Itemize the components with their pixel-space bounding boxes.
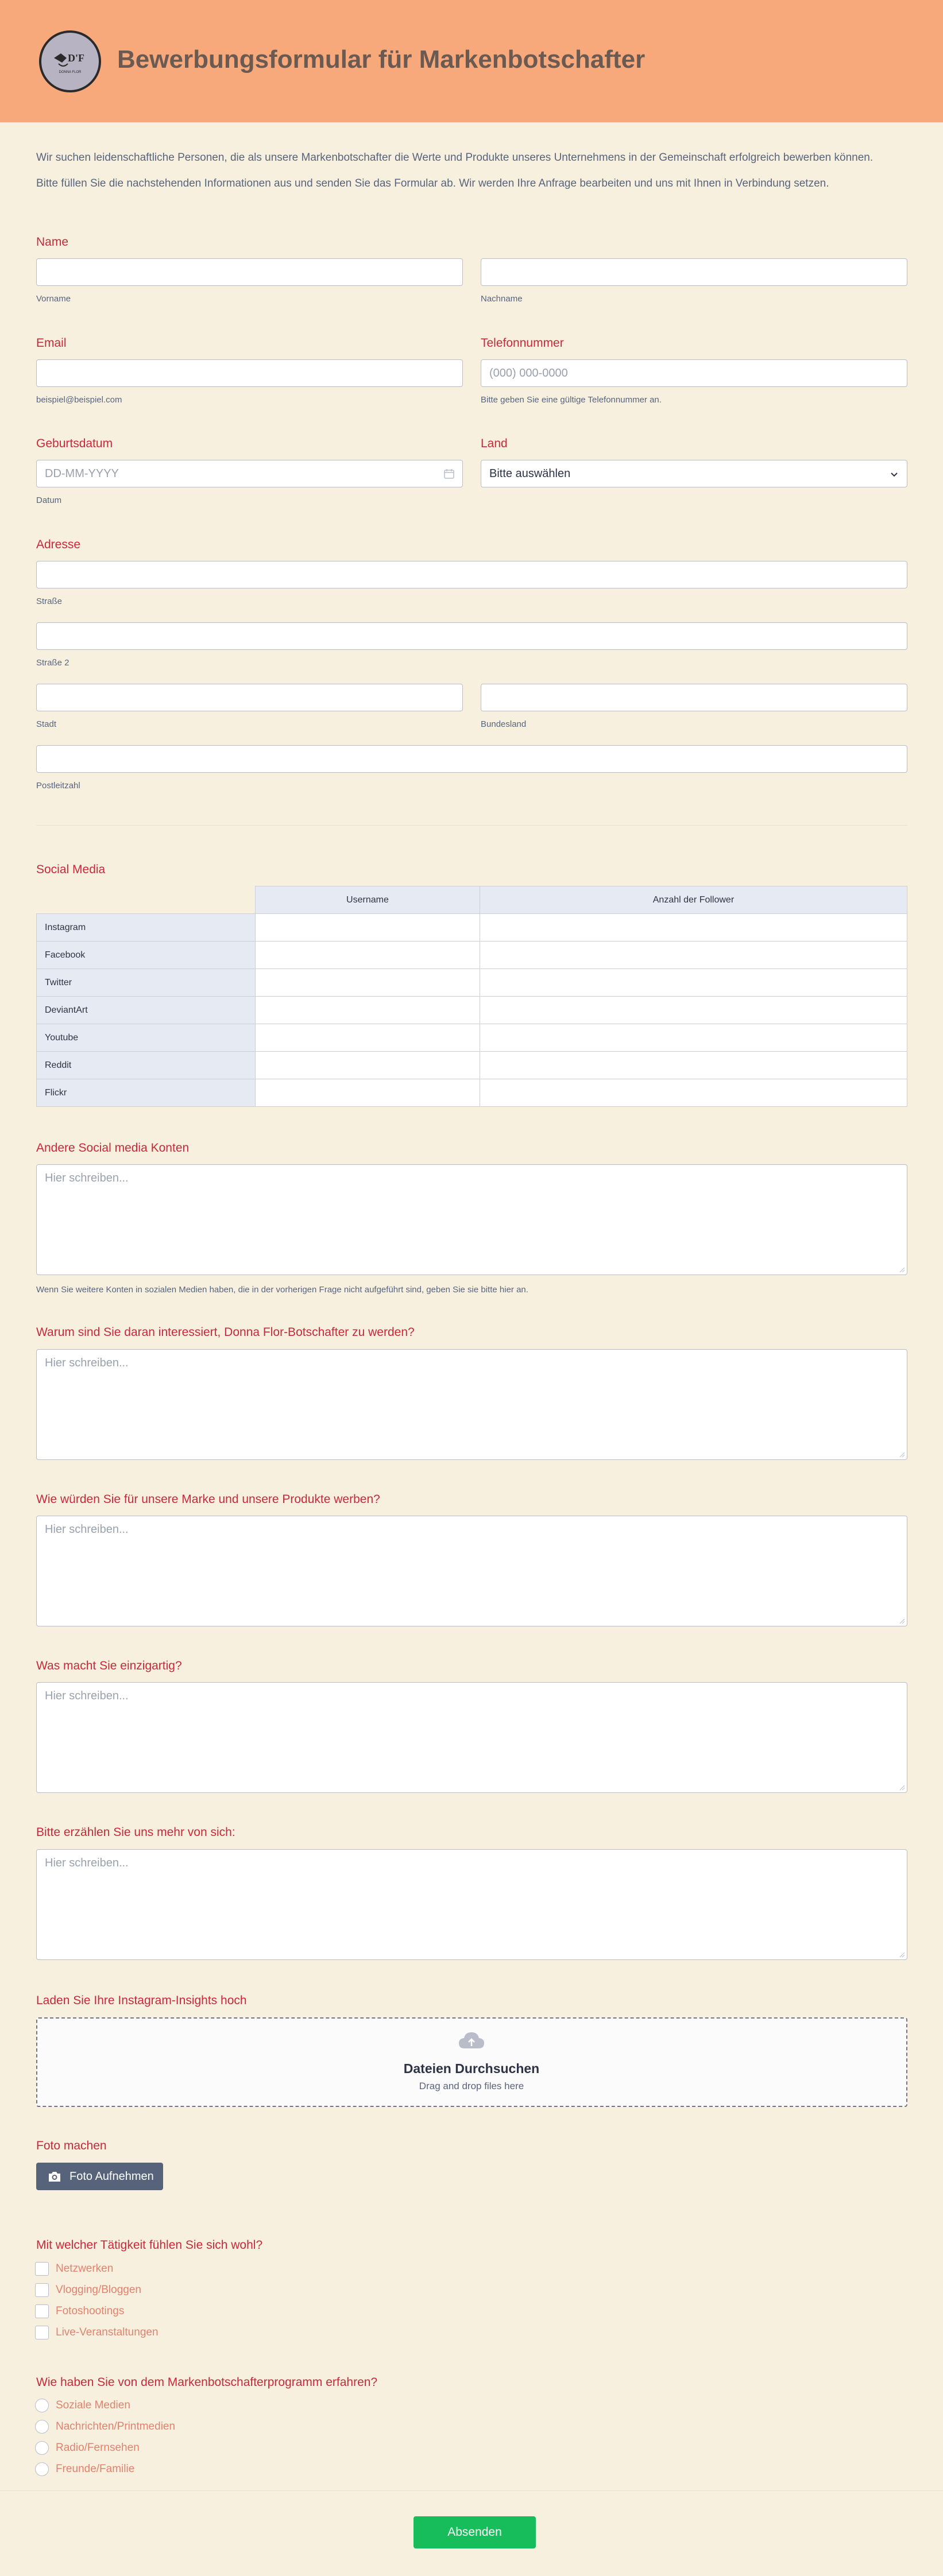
last-name-sublabel: Nachname [481, 294, 523, 304]
instagram-username-cell[interactable] [256, 914, 480, 942]
city-sublabel: Stadt [36, 719, 57, 729]
country-selected-value: Bitte auswählen [489, 467, 571, 480]
row-header-twitter: Twitter [37, 969, 256, 997]
chevron-down-icon [890, 470, 899, 479]
table-corner [37, 886, 256, 914]
resize-grip-icon[interactable] [898, 1451, 905, 1458]
social-media-label: Social Media [36, 863, 106, 876]
birthdate-label: Geburtsdatum [36, 437, 113, 450]
row-header-reddit: Reddit [37, 1052, 256, 1079]
resize-grip-icon[interactable] [898, 1951, 905, 1958]
interest-textarea[interactable] [36, 1349, 907, 1460]
reddit-username-cell[interactable] [256, 1052, 480, 1079]
unique-textarea[interactable] [36, 1682, 907, 1793]
footer-divider [0, 2490, 943, 2491]
referral-label: Wie haben Sie von dem Markenbotschafterprogramm erfahren? [36, 2376, 378, 2389]
take-photo-label: Foto Aufnehmen [69, 2170, 154, 2183]
calendar-icon[interactable] [443, 467, 455, 480]
twitter-username-cell[interactable] [256, 969, 480, 997]
column-header-followers: Anzahl der Follower [480, 886, 907, 914]
about-placeholder: Hier schreiben... [45, 1857, 129, 1869]
radio-news-print[interactable] [35, 2420, 49, 2434]
street2-input[interactable] [36, 622, 907, 650]
unique-placeholder: Hier schreiben... [45, 1690, 129, 1702]
take-photo-button[interactable] [36, 2163, 163, 2190]
birthdate-input[interactable] [36, 460, 463, 487]
email-input[interactable] [36, 359, 463, 387]
name-label: Name [36, 235, 69, 249]
unique-label: Was macht Sie einzigartig? [36, 1659, 182, 1672]
page-title: Bewerbungsformular für Markenbotschafter [117, 45, 646, 73]
radio-radio-tv[interactable] [35, 2441, 49, 2455]
other-social-textarea[interactable] [36, 1164, 907, 1275]
resize-grip-icon[interactable] [898, 1266, 905, 1273]
other-social-label: Andere Social media Konten [36, 1141, 190, 1155]
activities-label: Mit welcher Tätigkeit fühlen Sie sich wohl? [36, 2238, 263, 2252]
radio-friends-family[interactable] [35, 2462, 49, 2476]
state-sublabel: Bundesland [481, 719, 527, 729]
checkbox-label-live-events[interactable]: Live-Veranstaltungen [56, 2326, 159, 2338]
about-textarea[interactable] [36, 1849, 907, 1960]
birthdate-placeholder: DD-MM-YYYY [45, 467, 119, 480]
reddit-followers-cell[interactable] [480, 1052, 907, 1079]
interest-label: Warum sind Sie daran interessiert, Donna Flor-Botschafter zu werden? [36, 1326, 415, 1339]
youtube-followers-cell[interactable] [480, 1024, 907, 1052]
resize-grip-icon[interactable] [898, 1784, 905, 1791]
camera-icon [48, 2170, 61, 2183]
table-row [37, 1052, 907, 1079]
table-row [37, 969, 907, 997]
upload-title: Dateien Durchsuchen [403, 2061, 540, 2076]
birthdate-sublabel: Datum [36, 495, 62, 505]
flickr-username-cell[interactable] [256, 1079, 480, 1107]
email-sublabel: beispiel@beispiel.com [36, 395, 122, 405]
promote-textarea[interactable] [36, 1516, 907, 1626]
row-header-facebook: Facebook [37, 942, 256, 969]
instagram-followers-cell[interactable] [480, 914, 907, 942]
logo-subtext: DONNA FLOR [59, 71, 82, 74]
other-social-hint: Wenn Sie weitere Konten in sozialen Medien haben, die in der vorherigen Frage nicht aufgeführt sind, geben Sie sie bitte hier an. [36, 1285, 528, 1295]
phone-label: Telefonnummer [481, 336, 564, 350]
row-header-deviantart: DeviantArt [37, 997, 256, 1024]
zip-sublabel: Postleitzahl [36, 781, 80, 791]
email-label: Email [36, 336, 67, 350]
form-header [0, 0, 943, 122]
facebook-username-cell[interactable] [256, 942, 480, 969]
row-header-instagram: Instagram [37, 914, 256, 942]
country-select[interactable] [481, 460, 907, 487]
youtube-username-cell[interactable] [256, 1024, 480, 1052]
intro-text-2: Bitte füllen Sie die nachstehenden Informationen aus und senden Sie das Formular ab. Wir werden Ihre Anfrage bearbeiten und uns mit Ihnen in Verbindung setzen. [36, 177, 829, 189]
address-label: Adresse [36, 538, 81, 551]
street-input[interactable] [36, 561, 907, 588]
social-media-table [36, 886, 907, 1107]
resize-grip-icon[interactable] [898, 1617, 905, 1624]
state-input[interactable] [481, 684, 907, 711]
upload-subtitle: Drag and drop files here [419, 2081, 524, 2091]
column-header-username: Username [256, 886, 480, 914]
twitter-followers-cell[interactable] [480, 969, 907, 997]
radio-label-news-print[interactable]: Nachrichten/Printmedien [56, 2420, 176, 2432]
phone-input[interactable]: (000) 000-0000 [481, 359, 907, 387]
table-row [37, 997, 907, 1024]
phone-sublabel: Bitte geben Sie eine gültige Telefonnummer an. [481, 395, 662, 405]
checkbox-fotoshootings[interactable] [35, 2304, 49, 2318]
table-row [37, 1079, 907, 1107]
row-header-youtube: Youtube [37, 1024, 256, 1052]
section-divider [36, 825, 907, 826]
other-social-placeholder: Hier schreiben... [45, 1172, 129, 1184]
street2-sublabel: Straße 2 [36, 658, 69, 668]
radio-label-radio-tv[interactable]: Radio/Fernsehen [56, 2442, 140, 2454]
row-header-flickr: Flickr [37, 1079, 256, 1107]
first-name-input[interactable] [36, 258, 463, 286]
submit-button[interactable]: Absenden [413, 2516, 536, 2548]
table-row [37, 914, 907, 942]
cloud-upload-icon [458, 2030, 485, 2051]
photo-label: Foto machen [36, 2139, 107, 2152]
checkbox-label-fotoshootings[interactable]: Fotoshootings [56, 2305, 125, 2317]
promote-label: Wie würden Sie für unsere Marke und unsere Produkte werben? [36, 1493, 380, 1506]
first-name-sublabel: Vorname [36, 294, 71, 304]
table-row [37, 1024, 907, 1052]
deviantart-followers-cell[interactable] [480, 997, 907, 1024]
radio-label-friends-family[interactable]: Freunde/Familie [56, 2463, 135, 2475]
checkbox-label-vlogging[interactable]: Vlogging/Bloggen [56, 2284, 141, 2296]
logo-text: D'F [68, 52, 84, 64]
radio-label-social-media[interactable]: Soziale Medien [56, 2399, 130, 2411]
brand-logo [39, 30, 101, 92]
interest-placeholder: Hier schreiben... [45, 1357, 129, 1369]
facebook-followers-cell[interactable] [480, 942, 907, 969]
promote-placeholder: Hier schreiben... [45, 1523, 129, 1536]
checkbox-live-events[interactable] [35, 2326, 49, 2339]
intro-text-1: Wir suchen leidenschaftliche Personen, die als unsere Markenbotschafter die Werte und Produkte unseres Unternehmens in der Gemeinschaft erfolgreich bewerben können. [36, 152, 874, 164]
checkbox-netzwerken[interactable] [35, 2262, 49, 2276]
zip-input[interactable] [36, 745, 907, 773]
flickr-followers-cell[interactable] [480, 1079, 907, 1107]
table-row [37, 942, 907, 969]
radio-social-media[interactable] [35, 2399, 49, 2412]
deviantart-username-cell[interactable] [256, 997, 480, 1024]
city-input[interactable] [36, 684, 463, 711]
upload-label: Laden Sie Ihre Instagram-Insights hoch [36, 1994, 247, 2007]
about-label: Bitte erzählen Sie uns mehr von sich: [36, 1826, 235, 1839]
country-label: Land [481, 437, 508, 450]
checkbox-vlogging[interactable] [35, 2283, 49, 2297]
checkbox-label-netzwerken[interactable]: Netzwerken [56, 2263, 114, 2275]
last-name-input[interactable] [481, 258, 907, 286]
street-sublabel: Straße [36, 596, 63, 606]
